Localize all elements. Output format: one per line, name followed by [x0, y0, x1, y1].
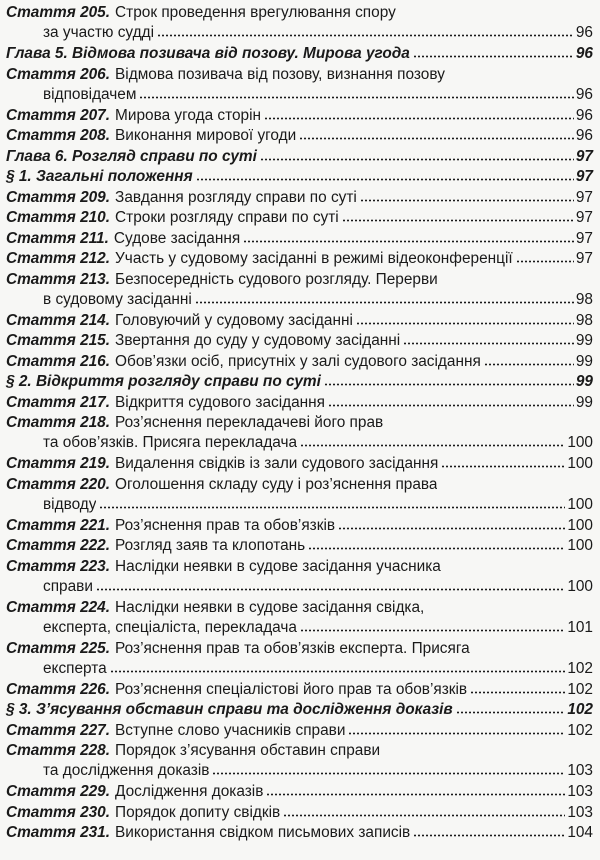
- dot-leader: [342, 219, 574, 222]
- article-title: Дослідження доказів: [115, 783, 264, 800]
- dot-leader: [470, 691, 565, 694]
- dot-leader: [308, 547, 565, 550]
- page-number: 96: [575, 85, 593, 103]
- article-title-continuation: в судовому засіданні: [43, 290, 192, 308]
- toc-line: [6, 3, 593, 23]
- toc-heading: [6, 700, 593, 720]
- article-label: Стаття 218.: [6, 414, 111, 431]
- page-number: 97: [575, 229, 593, 247]
- article-title: Розгляд заяв та клопотань: [115, 537, 306, 554]
- article-label: Стаття 208.: [6, 127, 111, 144]
- article-title: Роз’яснення спеціалістові його прав та обов’язків: [115, 680, 468, 698]
- page-number: 104: [567, 824, 593, 841]
- page-number: 102: [567, 701, 593, 718]
- article-title: Відкриття судового засідання: [115, 393, 325, 411]
- page-number: 102: [567, 680, 593, 698]
- toc-line-continuation: [6, 290, 593, 310]
- dot-leader: [516, 260, 574, 263]
- dot-leader: [110, 670, 566, 673]
- toc-line-continuation: [6, 23, 593, 43]
- dot-leader: [299, 137, 574, 140]
- toc-line: [6, 700, 593, 720]
- dot-leader: [338, 527, 565, 530]
- heading-title: § 3. З’ясування обставин справи та дослідження доказів: [6, 701, 453, 718]
- dot-leader: [260, 158, 574, 161]
- dot-leader: [484, 363, 574, 366]
- article-label: Стаття 210.: [6, 209, 111, 226]
- dot-leader: [403, 342, 574, 345]
- article-label: Стаття 217.: [6, 393, 111, 411]
- toc-line: [6, 741, 593, 761]
- page-number: 96: [575, 45, 593, 62]
- article-label: Стаття 225.: [6, 639, 111, 657]
- article-label: Стаття 220.: [6, 475, 111, 493]
- page-number: 96: [575, 24, 593, 41]
- toc-entry: [6, 106, 593, 126]
- article-label: Стаття 213.: [6, 270, 111, 288]
- toc-line: [6, 106, 593, 126]
- article-title: Судове засідання: [113, 229, 241, 247]
- dot-leader: [300, 629, 565, 632]
- dot-leader: [456, 711, 566, 714]
- toc-line: [6, 44, 593, 64]
- article-title: Оголошення складу суду і роз’яснення права: [115, 475, 438, 493]
- article-label: Стаття 207.: [6, 106, 111, 124]
- page-number: 96: [575, 127, 593, 144]
- toc-heading: [6, 167, 593, 187]
- toc-line: [6, 721, 593, 741]
- toc-line: [6, 311, 593, 331]
- page-number: 99: [575, 352, 593, 370]
- toc-line: [6, 147, 593, 167]
- page-number: 99: [575, 332, 593, 349]
- toc-entry: [6, 454, 593, 474]
- article-title: Мирова угода сторін: [115, 106, 262, 124]
- toc-entry: [6, 516, 593, 536]
- page-number: 99: [575, 393, 593, 411]
- toc-entry: [6, 331, 593, 351]
- article-title: Безпосередність судового розгляду. Перерви: [115, 270, 438, 288]
- page-number: 97: [575, 188, 593, 206]
- toc-entry: [6, 352, 593, 372]
- article-label: Стаття 221.: [6, 516, 111, 534]
- toc-line: [6, 598, 593, 618]
- toc-line-continuation: [6, 659, 593, 679]
- page-number: 97: [575, 250, 593, 267]
- article-title-continuation: справи: [43, 577, 93, 595]
- heading-title: § 2. Відкриття розгляду справи по суті: [6, 373, 321, 390]
- article-title-continuation: відводу: [43, 495, 97, 513]
- dot-leader: [328, 404, 574, 407]
- dot-leader: [264, 117, 574, 120]
- article-label: Стаття 206.: [6, 65, 111, 83]
- article-label: Стаття 223.: [6, 557, 111, 575]
- article-label: Стаття 205.: [6, 4, 111, 21]
- page-number: 99: [575, 373, 593, 390]
- dot-leader: [324, 383, 574, 386]
- toc-line-continuation: [6, 85, 593, 105]
- toc-heading: [6, 372, 593, 392]
- toc-entry: [6, 208, 593, 228]
- page-number: 103: [567, 762, 593, 779]
- article-title: Роз’яснення прав та обов’язків: [115, 516, 336, 534]
- dot-leader: [283, 814, 565, 817]
- toc-line: [6, 126, 593, 146]
- toc-line: [6, 65, 593, 85]
- dot-leader: [195, 301, 574, 304]
- article-title-continuation: та обов’язків. Присяга перекладача: [43, 434, 298, 451]
- toc-line-continuation: [6, 433, 593, 453]
- toc-entry: [6, 639, 593, 679]
- toc-line: [6, 167, 593, 187]
- toc-line-continuation: [6, 495, 593, 515]
- article-title: Головуючий у судовому засіданні: [115, 311, 353, 329]
- article-title: Відмова позивача від позову, визнання позову: [115, 65, 445, 83]
- toc-entry: [6, 557, 593, 597]
- article-label: Стаття 231.: [6, 824, 111, 841]
- toc-heading: [6, 147, 593, 167]
- article-title: Наслідки неявки в судове засідання свідка,: [115, 598, 425, 616]
- toc-heading: [6, 44, 593, 64]
- heading-title: Глава 6. Розгляд справи по суті: [6, 147, 257, 165]
- article-label: Стаття 228.: [6, 742, 111, 759]
- article-label: Стаття 211.: [6, 229, 109, 247]
- toc-line: [6, 331, 593, 351]
- toc-entry: [6, 188, 593, 208]
- toc-line-continuation: [6, 618, 593, 638]
- article-label: Стаття 219.: [6, 455, 111, 472]
- dot-leader: [157, 34, 574, 37]
- toc-line: [6, 823, 593, 843]
- toc-line: [6, 270, 593, 290]
- toc-line: [6, 557, 593, 577]
- toc-line: [6, 413, 593, 433]
- article-title: Завдання розгляду справи по суті: [115, 188, 357, 206]
- toc-entry: [6, 536, 593, 556]
- page-number: 102: [567, 721, 593, 739]
- dot-leader: [413, 834, 565, 837]
- toc-entry: [6, 249, 593, 269]
- dot-leader: [212, 772, 565, 775]
- article-label: Стаття 212.: [6, 250, 111, 267]
- page-number: 97: [575, 209, 593, 226]
- article-title: Виконання мирової угоди: [115, 127, 297, 144]
- page-number: 100: [567, 537, 593, 554]
- article-title: Порядок допиту свідків: [115, 803, 281, 821]
- dot-leader: [413, 55, 574, 58]
- article-label: Стаття 216.: [6, 352, 111, 370]
- page-number: 100: [567, 516, 593, 534]
- article-label: Стаття 224.: [6, 598, 111, 616]
- toc-entry: [6, 393, 593, 413]
- dot-leader: [243, 240, 574, 243]
- page-number: 100: [567, 455, 593, 472]
- dot-leader: [139, 96, 573, 99]
- page-number: 98: [575, 290, 593, 308]
- toc-line: [6, 782, 593, 802]
- article-title: Наслідки неявки в судове засідання учасника: [115, 557, 441, 575]
- toc-entry: [6, 680, 593, 700]
- toc-line: [6, 208, 593, 228]
- article-label: Стаття 229.: [6, 783, 111, 800]
- article-title: Використання свідком письмових записів: [115, 824, 411, 841]
- dot-leader: [96, 588, 565, 591]
- article-label: Стаття 227.: [6, 721, 111, 739]
- page-number: 96: [575, 106, 593, 124]
- article-title-continuation: експерта, спеціаліста, перекладача: [43, 618, 297, 636]
- dot-leader: [300, 444, 565, 447]
- dot-leader: [196, 178, 574, 181]
- dot-leader: [348, 732, 565, 735]
- toc-line: [6, 352, 593, 372]
- toc-line: [6, 639, 593, 659]
- article-title: Роз’яснення перекладачеві його прав: [115, 414, 384, 431]
- toc-line: [6, 393, 593, 413]
- toc-entry: [6, 3, 593, 43]
- toc-line: [6, 680, 593, 700]
- toc-entry: [6, 413, 593, 453]
- article-label: Стаття 230.: [6, 803, 111, 821]
- article-label: Стаття 215.: [6, 332, 111, 349]
- page-number: 97: [575, 147, 593, 165]
- page-number: 100: [567, 434, 593, 451]
- toc-entry: [6, 741, 593, 781]
- article-title: Строк проведення врегулювання спору: [115, 4, 396, 21]
- article-label: Стаття 209.: [6, 188, 111, 206]
- toc-line: [6, 516, 593, 536]
- toc-line-continuation: [6, 761, 593, 781]
- article-label: Стаття 222.: [6, 537, 111, 554]
- article-title: Звертання до суду у судовому засіданні: [115, 332, 401, 349]
- toc-entry: [6, 782, 593, 802]
- toc-entry: [6, 65, 593, 105]
- toc-line-continuation: [6, 577, 593, 597]
- article-label: Стаття 226.: [6, 680, 111, 698]
- toc-line: [6, 229, 593, 249]
- toc-line: [6, 803, 593, 823]
- toc-line: [6, 249, 593, 269]
- article-title-continuation: експерта: [43, 659, 107, 677]
- toc-entry: [6, 823, 593, 843]
- article-title-continuation: та дослідження доказів: [43, 762, 210, 779]
- dot-leader: [360, 199, 574, 202]
- dot-leader: [356, 322, 574, 325]
- toc-line: [6, 536, 593, 556]
- heading-title: Глава 5. Відмова позивача від позову. Мирова угода: [6, 45, 410, 62]
- article-title-continuation: за участю судді: [43, 24, 154, 41]
- toc-line: [6, 454, 593, 474]
- article-title: Участь у судовому засіданні в режимі відеоконференції: [115, 250, 513, 267]
- dot-leader: [266, 793, 565, 796]
- page-number: 103: [567, 803, 593, 821]
- dot-leader: [441, 465, 565, 468]
- toc-line: [6, 188, 593, 208]
- toc-entry: [6, 311, 593, 331]
- page-number: 103: [567, 783, 593, 800]
- dot-leader: [99, 506, 565, 509]
- toc-entry: [6, 126, 593, 146]
- heading-title: § 1. Загальні положення: [6, 168, 193, 185]
- article-title: Порядок з’ясування обставин справи: [115, 742, 381, 759]
- page-number: 100: [567, 577, 593, 595]
- toc-line: [6, 372, 593, 392]
- toc-entry: [6, 475, 593, 515]
- page-number: 98: [575, 311, 593, 329]
- toc-entry: [6, 229, 593, 249]
- article-title-continuation: відповідачем: [43, 85, 137, 103]
- toc-entry: [6, 803, 593, 823]
- article-label: Стаття 214.: [6, 311, 111, 329]
- toc-entry: [6, 721, 593, 741]
- toc-entry: [6, 598, 593, 638]
- article-title: Обов’язки осіб, присутніх у залі судового засідання: [115, 352, 481, 370]
- toc-entry: [6, 270, 593, 310]
- page-number: 100: [567, 495, 593, 513]
- page-number: 101: [567, 618, 593, 636]
- article-title: Вступне слово учасників справи: [115, 721, 346, 739]
- page-number: 102: [567, 659, 593, 677]
- article-title: Строки розгляду справи по суті: [115, 209, 339, 226]
- article-title: Видалення свідків із зали судового засідання: [115, 455, 439, 472]
- toc-line: [6, 475, 593, 495]
- article-title: Роз’яснення прав та обов’язків експерта. Присяга: [115, 639, 470, 657]
- page-number: 97: [575, 168, 593, 185]
